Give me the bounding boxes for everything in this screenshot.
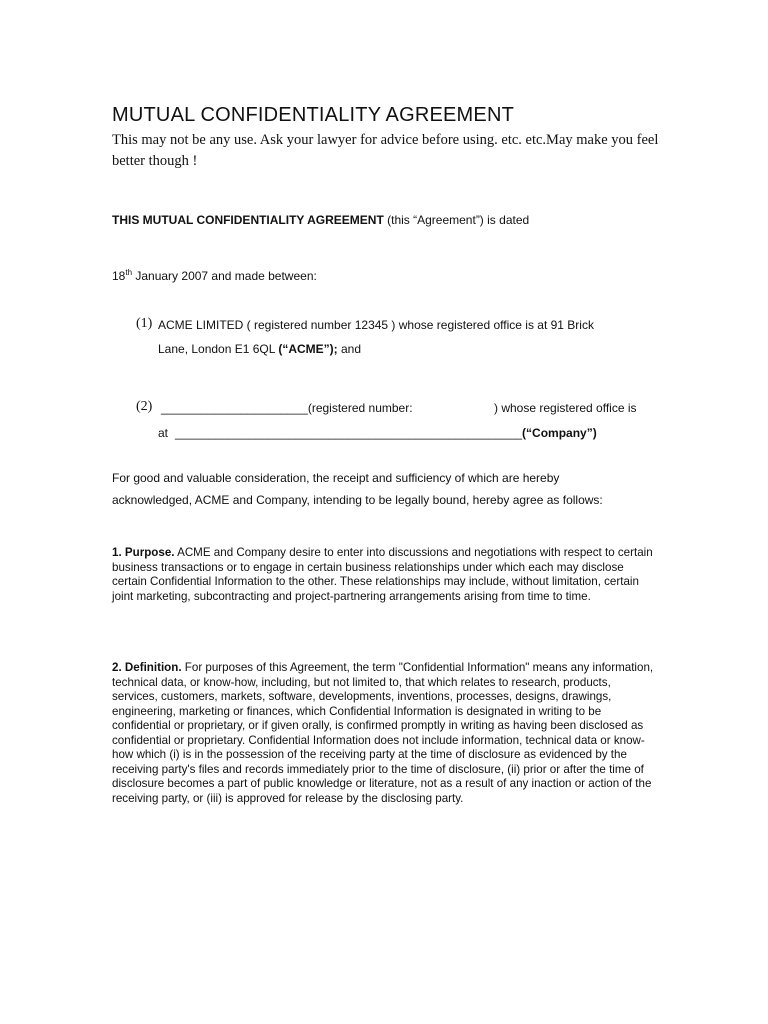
disclaimer-text: This may not be any use. Ask your lawyer for advice before using. etc. etc.May make you feel better though ! xyxy=(112,132,659,169)
party2-number: (2) xyxy=(136,399,153,414)
date-rest: January 2007 and made between: xyxy=(132,269,317,283)
intro-rest: (this “Agreement”) is dated xyxy=(383,213,530,227)
party1-line2 xyxy=(158,342,361,356)
party1-address-end: Lane, London E1 6QL xyxy=(158,342,279,356)
party1-defined-term: (“ACME”); xyxy=(278,342,338,356)
party2-address-blank xyxy=(175,426,597,440)
agreement-date xyxy=(112,269,317,283)
section-definition xyxy=(112,661,657,806)
party1-line1: ACME LIMITED ( registered number 12345 ) whose registered office is at 91 Brick xyxy=(158,318,594,332)
section-1-heading: 1. Purpose. xyxy=(112,546,175,559)
document-title: MUTUAL CONFIDENTIALITY AGREEMENT xyxy=(112,104,515,126)
date-day: 18 xyxy=(112,269,126,283)
agreement-intro xyxy=(112,213,529,227)
party2-defined-term: (“Company”) xyxy=(522,426,597,440)
section-2-heading: 2. Definition. xyxy=(112,661,182,674)
party2-address-underline: ____________________________________________________ xyxy=(175,426,523,440)
date-day-suffix: th xyxy=(125,268,133,277)
section-1-body: ACME and Company desire to enter into discussions and negotiations with respect to certain business transactions or to engage in certain business relationships under which each may disclose certain Confidential Information to the other. These relationships may include, without limitation, certain joint marketing, subcontracting and project-partnering arrangements arising from time to time. xyxy=(112,546,653,603)
party1-number: (1) xyxy=(136,316,153,331)
consideration-paragraph: For good and valuable consideration, the receipt and sufficiency of which are hereby acknowledged, ACME and Company, intending to be legally bound, hereby agree as follows: xyxy=(112,471,603,507)
party2-name-blank: ______________________(registered number: xyxy=(161,401,413,415)
section-2-body: For purposes of this Agreement, the term "Confidential Information" means any information, technical data, or know-how, including, but not limited to, that which relates to research, products, services, customers, markets, software, developments, inventions, processes, designs, drawings, engineering, marketing or finances, which Confidential Information is designated in writing to be confidential or proprietary, or if given orally, is confirmed promptly in writing as having been disclosed as confidential or proprietary. Confidential Information does not include information, technical data or know-how which (i) is in the possession of the receiving party at the time of disclosure as evidenced by the receiving party's files and records immediately prior to the time of disclosure, (ii) prior or after the time of disclosure becomes a part of public knowledge or literature, not as a result of any inaction or action of the xyxy=(112,661,654,790)
section-2-last-line: receiving party, or (iii) is approved for release by the disclosing party. xyxy=(112,791,464,805)
party2-at: at xyxy=(158,426,169,440)
intro-bold: THIS MUTUAL CONFIDENTIALITY AGREEMENT xyxy=(112,213,384,227)
party1-and: and xyxy=(337,342,362,356)
section-purpose xyxy=(112,546,657,604)
party2-line1-tail: ) whose registered office is xyxy=(494,401,637,415)
